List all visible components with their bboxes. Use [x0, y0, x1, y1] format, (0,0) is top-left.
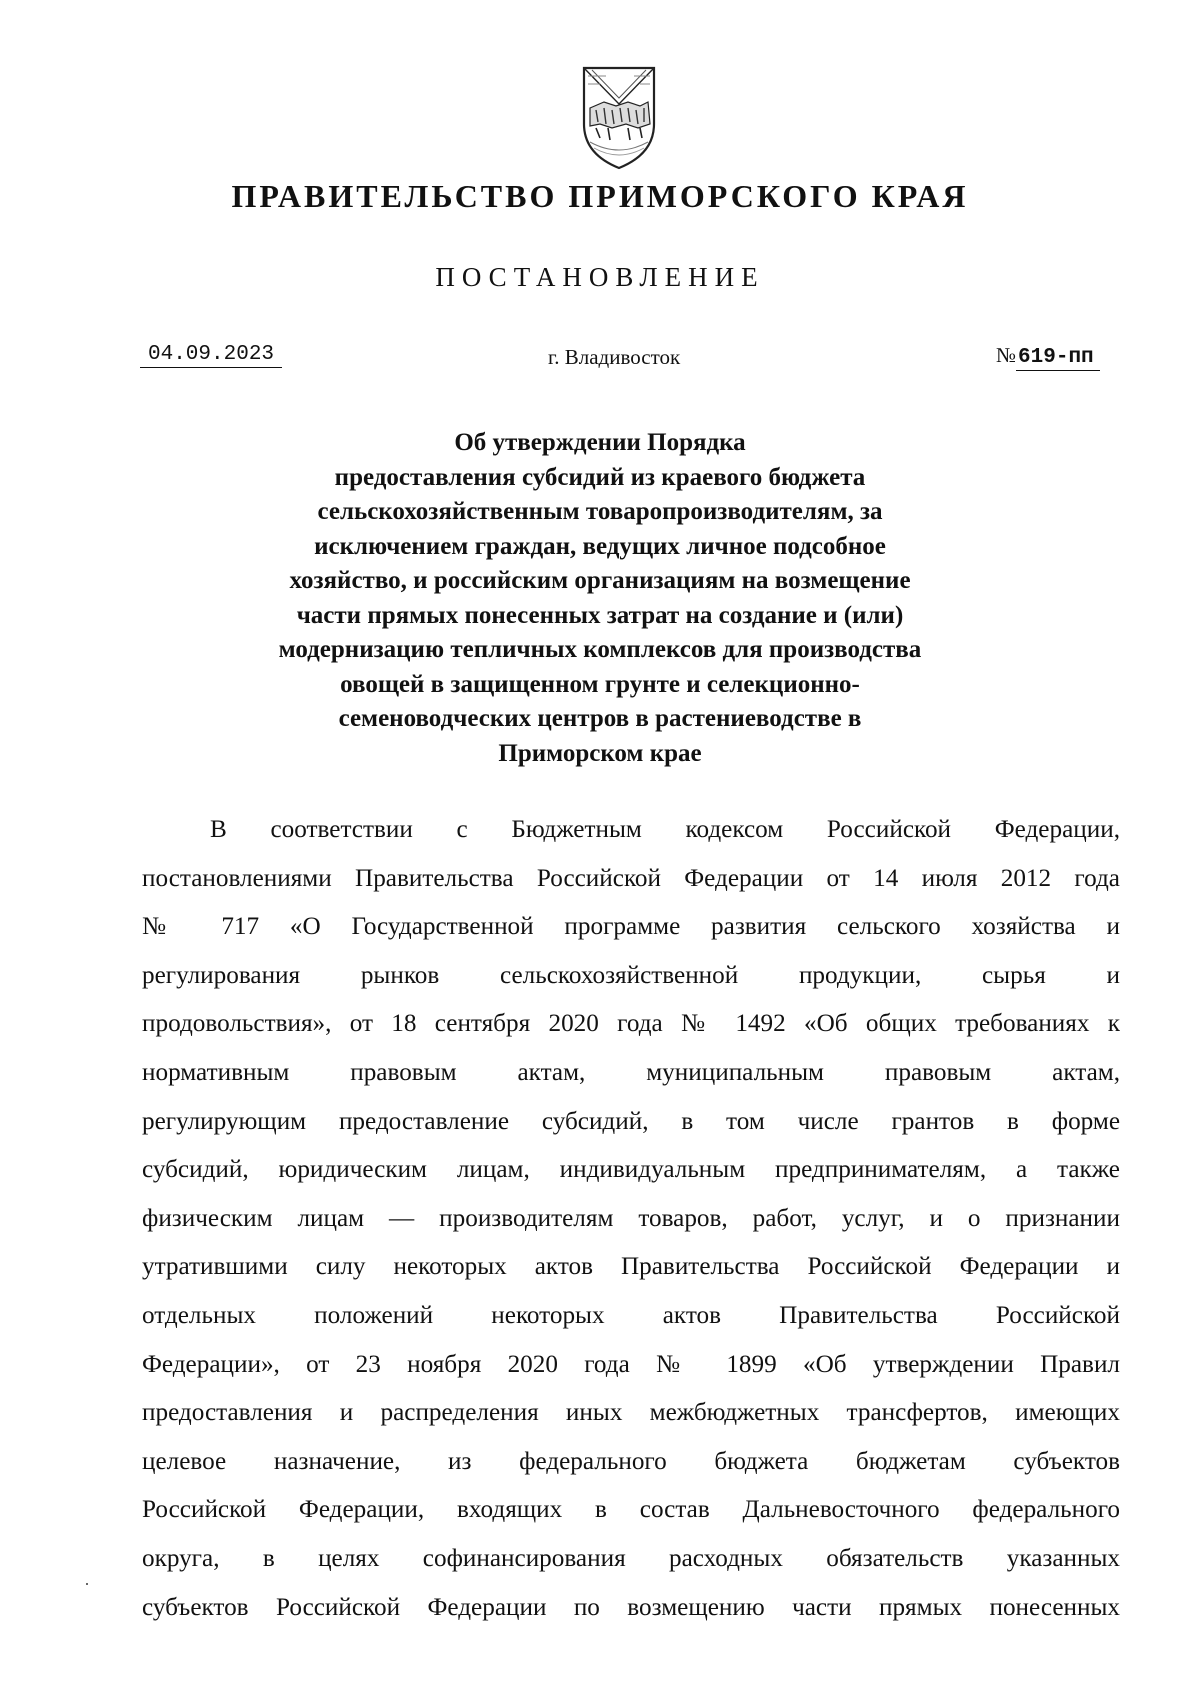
document-date: 04.09.2023	[140, 344, 282, 368]
title-line: сельскохозяйственным товаропроизводителям, за	[317, 498, 883, 525]
body-line: предоставления и распределения иных межбюджетных трансфертов, имеющих	[142, 1399, 1120, 1427]
body-line: Федерации», от 23 ноября 2020 года № 1899 «Об утверждении Правил	[142, 1350, 1120, 1378]
document-body	[142, 812, 1120, 1638]
document-type: ПОСТАНОВЛЕНИЕ	[435, 262, 765, 292]
body-line: Российской Федерации, входящих в состав Дальневосточного федерального	[142, 1496, 1120, 1524]
organization-name: ПРАВИТЕЛЬСТВО ПРИМОРСКОГО КРАЯ	[231, 178, 969, 214]
body-line: субсидий, юридическим лицам, индивидуальным предпринимателям, а также	[142, 1156, 1120, 1184]
body-line: отдельных положений некоторых актов Правительства Российской	[142, 1301, 1120, 1329]
title-line: Приморском крае	[498, 739, 702, 767]
body-line: субъектов Российской Федерации по возмещению части прямых понесенных	[142, 1593, 1120, 1621]
title-line: части прямых понесенных затрат на создание и (или)	[296, 601, 904, 629]
title-line: предоставления субсидий из краевого бюджета	[334, 463, 866, 491]
document-number	[996, 344, 1100, 369]
body-line: продовольствия», от 18 сентября 2020 года № 1492 «Об общих требованиях к	[142, 1010, 1120, 1038]
number-value: 619-пп	[1016, 346, 1100, 371]
title-line: исключением граждан, ведущих личное подсобное	[314, 532, 886, 560]
title-line: Об утверждении Порядка	[454, 429, 746, 456]
number-prefix: №	[996, 343, 1017, 367]
title-line: овощей в защищенном грунте и селекционно-	[340, 670, 860, 698]
body-line: постановлениями Правительства Российской Федерации от 14 июля 2012 года	[142, 864, 1120, 892]
body-line: № 717 «О Государственной программе развития сельского хозяйства и	[142, 913, 1120, 941]
title-line: модернизацию тепличных комплексов для производства	[278, 636, 922, 663]
body-line: утратившими силу некоторых актов Правительства Российской Федерации и	[142, 1253, 1120, 1281]
scan-speck	[86, 1583, 88, 1585]
body-line: целевое назначение, из федерального бюджета бюджетам субъектов	[142, 1447, 1120, 1475]
title-line: семеноводческих центров в растениеводстве в	[338, 705, 862, 732]
coat-of-arms-icon	[578, 62, 660, 172]
body-line: регулирования рынков сельскохозяйственной продукции, сырья и	[142, 961, 1120, 989]
title-line: хозяйство, и российским организациям на возмещение	[289, 567, 911, 594]
body-line: В соответствии с Бюджетным кодексом Российской Федерации,	[210, 816, 1120, 843]
body-line: физическим лицам — производителям товаров, работ, услуг, и о признании	[142, 1204, 1120, 1232]
body-line: нормативным правовым актам, муниципальным правовым актам,	[142, 1058, 1120, 1086]
body-line: регулирующим предоставление субсидий, в том числе грантов в форме	[142, 1107, 1120, 1135]
body-line: округа, в целях софинансирования расходных обязательств указанных	[142, 1544, 1120, 1572]
document-city: г. Владивосток	[548, 345, 681, 369]
document-title	[200, 426, 1000, 771]
